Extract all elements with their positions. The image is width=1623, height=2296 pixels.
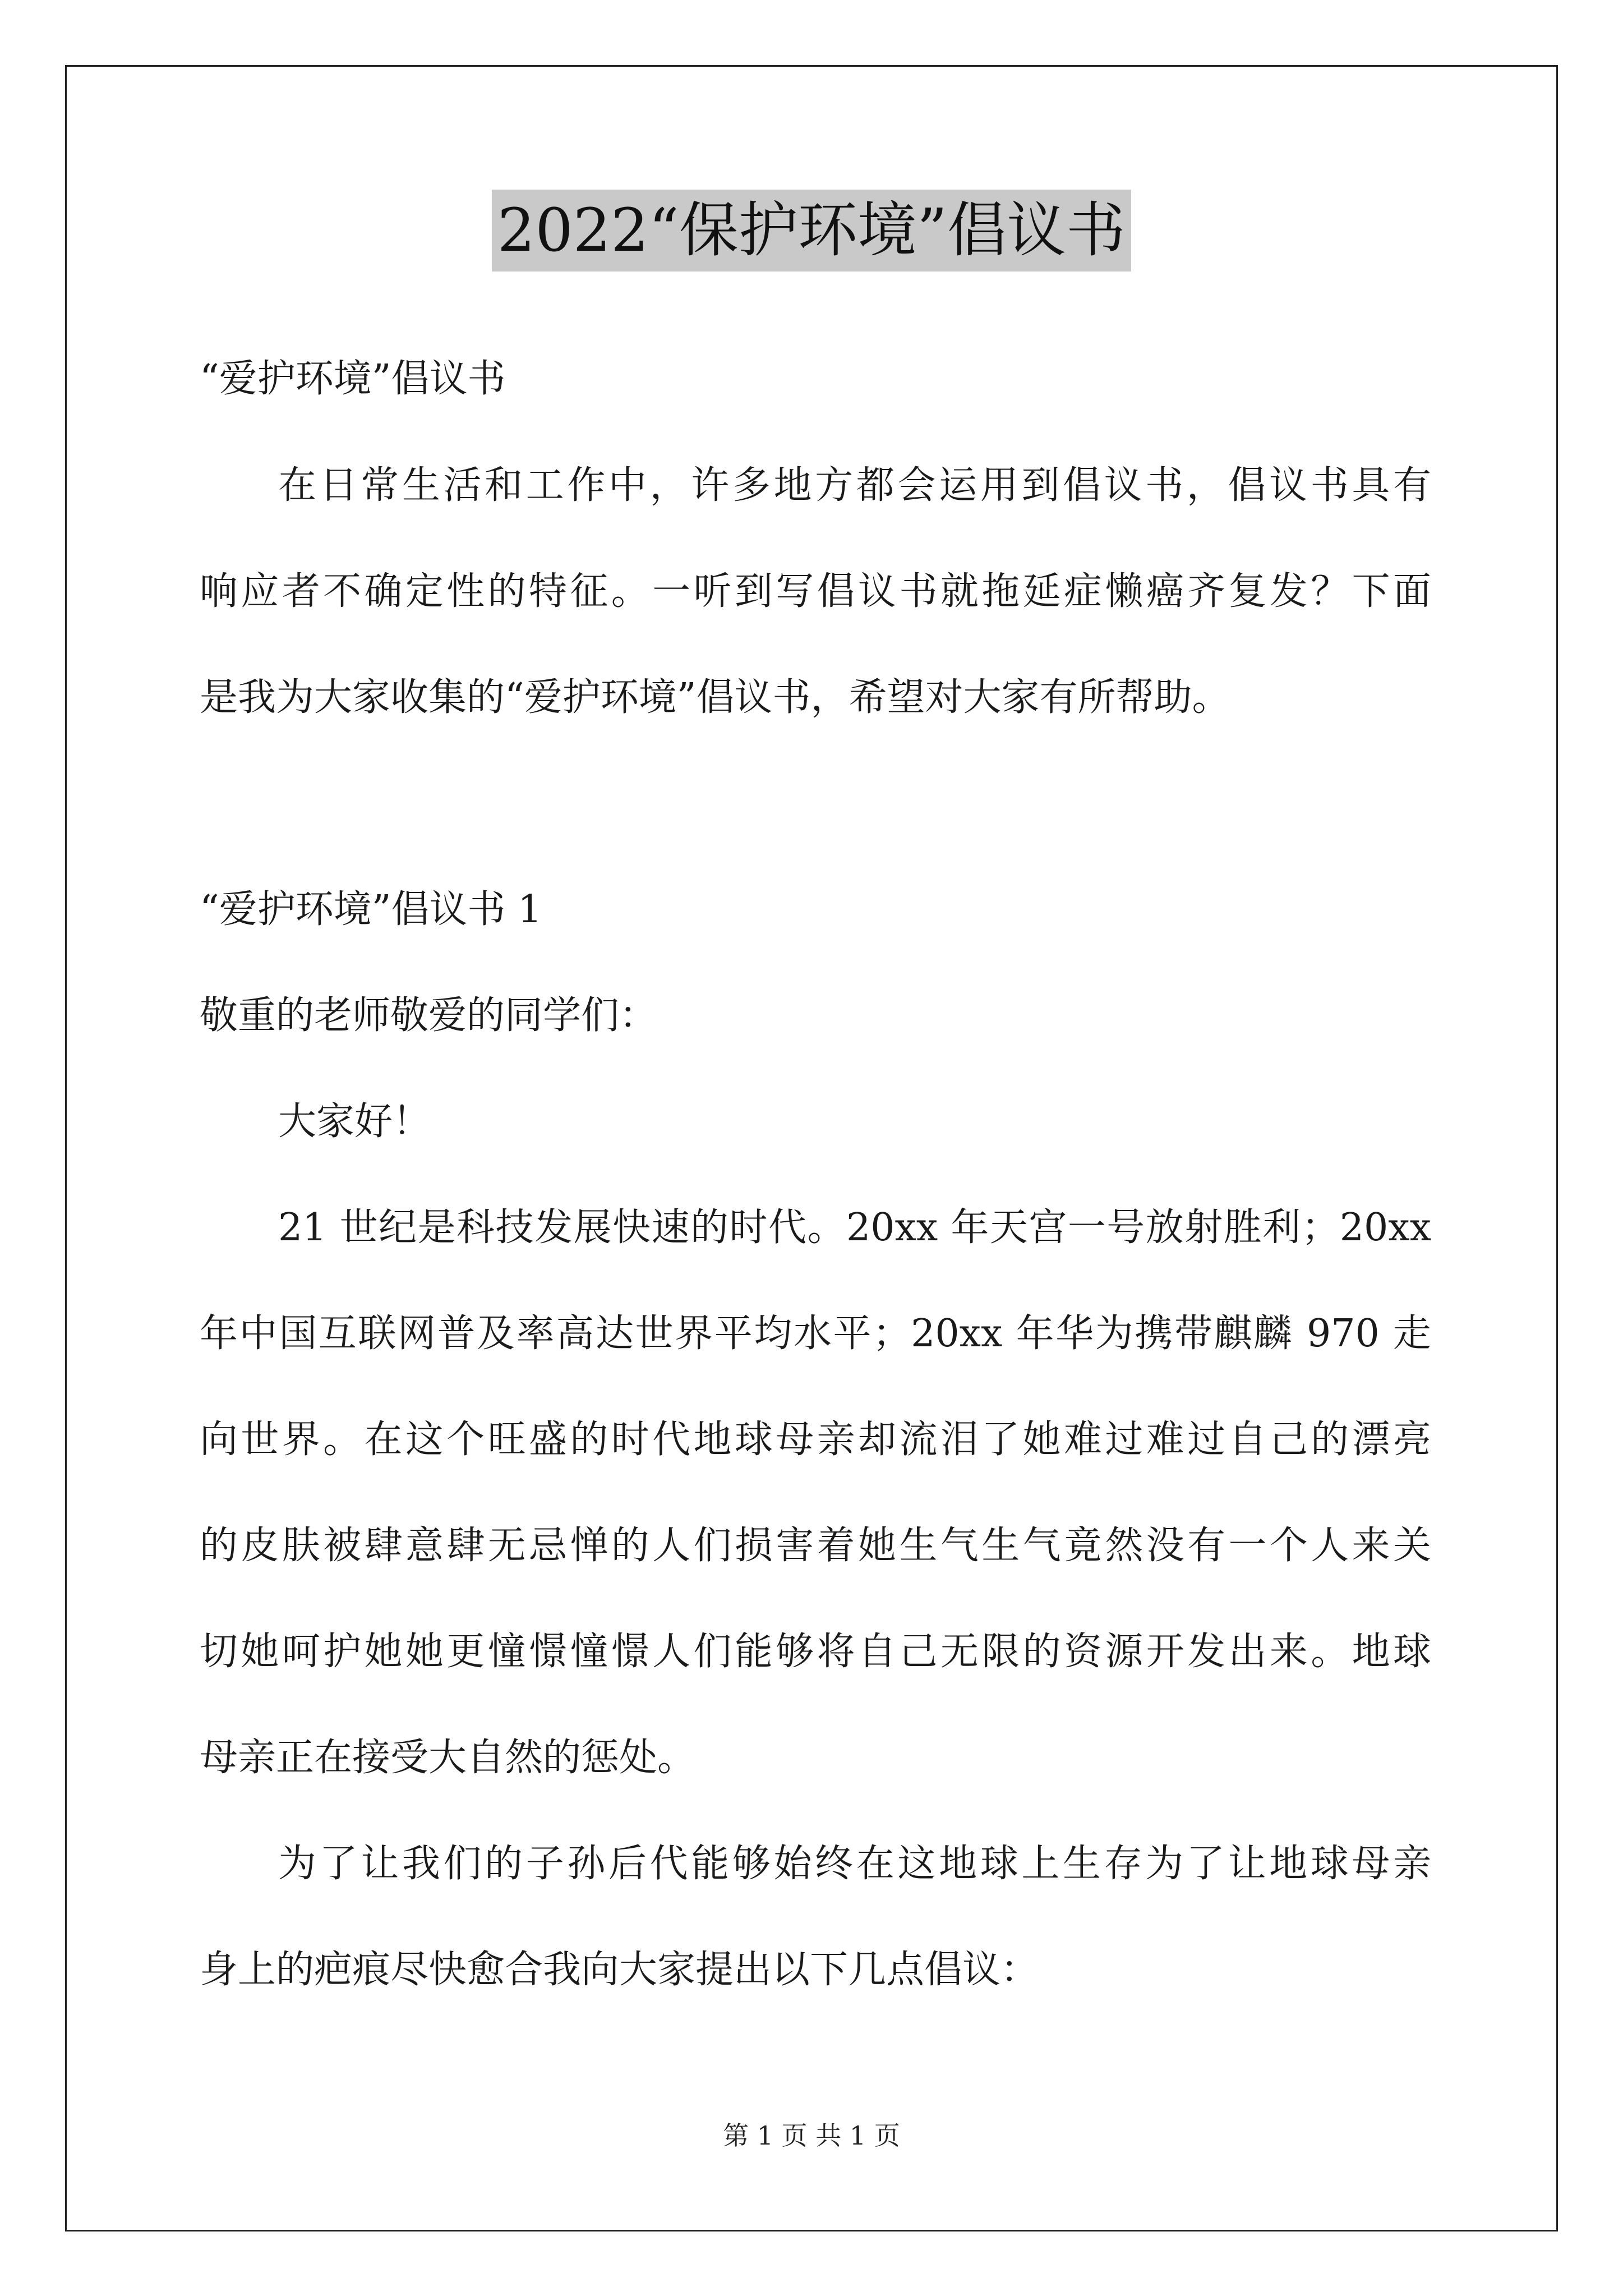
intro-line-2: 响应者不确定性的特征。一听到写倡议书就拖延症懒癌齐复发？下面: [200, 569, 1431, 614]
salutation: 敬重的老师敬爱的同学们：: [200, 993, 658, 1038]
para2-line-1: 为了让我们的子孙后代能够始终在这地球上生存为了让地球母亲: [278, 1842, 1431, 1886]
greeting: 大家好！: [278, 1099, 431, 1144]
subtitle: “爱护环境”倡议书: [200, 357, 506, 401]
para1-line-6: 母亲正在接受大自然的惩处。: [200, 1736, 696, 1780]
intro-line-1: 在日常生活和工作中，许多地方都会运用到倡议书，倡议书具有: [278, 463, 1431, 508]
para1-line-1: 21 世纪是科技发展快速的时代。20xx 年天宫一号放射胜利；20xx: [278, 1205, 1431, 1250]
document-title: 2022“保护环境”倡议书: [492, 190, 1131, 272]
para1-line-4: 的皮肤被肆意肆无忌惮的人们损害着她生气生气竟然没有一个人来关: [200, 1524, 1431, 1568]
para1-line-2: 年中国互联网普及率高达世界平均水平；20xx 年华为携带麒麟 970 走: [200, 1312, 1431, 1356]
para1-line-5: 切她呵护她她更憧憬憧憬人们能够将自己无限的资源开发出来。地球: [200, 1630, 1431, 1674]
section-heading: “爱护环境”倡议书 1: [200, 887, 542, 932]
page-number: 第 1 页 共 1 页: [723, 2120, 900, 2151]
para2-line-2: 身上的疤痕尽快愈合我向大家提出以下几点倡议：: [200, 1948, 1039, 1992]
title-container: [0, 190, 1623, 272]
intro-line-3: 是我为大家收集的“爱护环境”倡议书，希望对大家有所帮助。: [200, 675, 1230, 720]
para1-line-3: 向世界。在这个旺盛的时代地球母亲却流泪了她难过难过自己的漂亮: [200, 1418, 1431, 1462]
